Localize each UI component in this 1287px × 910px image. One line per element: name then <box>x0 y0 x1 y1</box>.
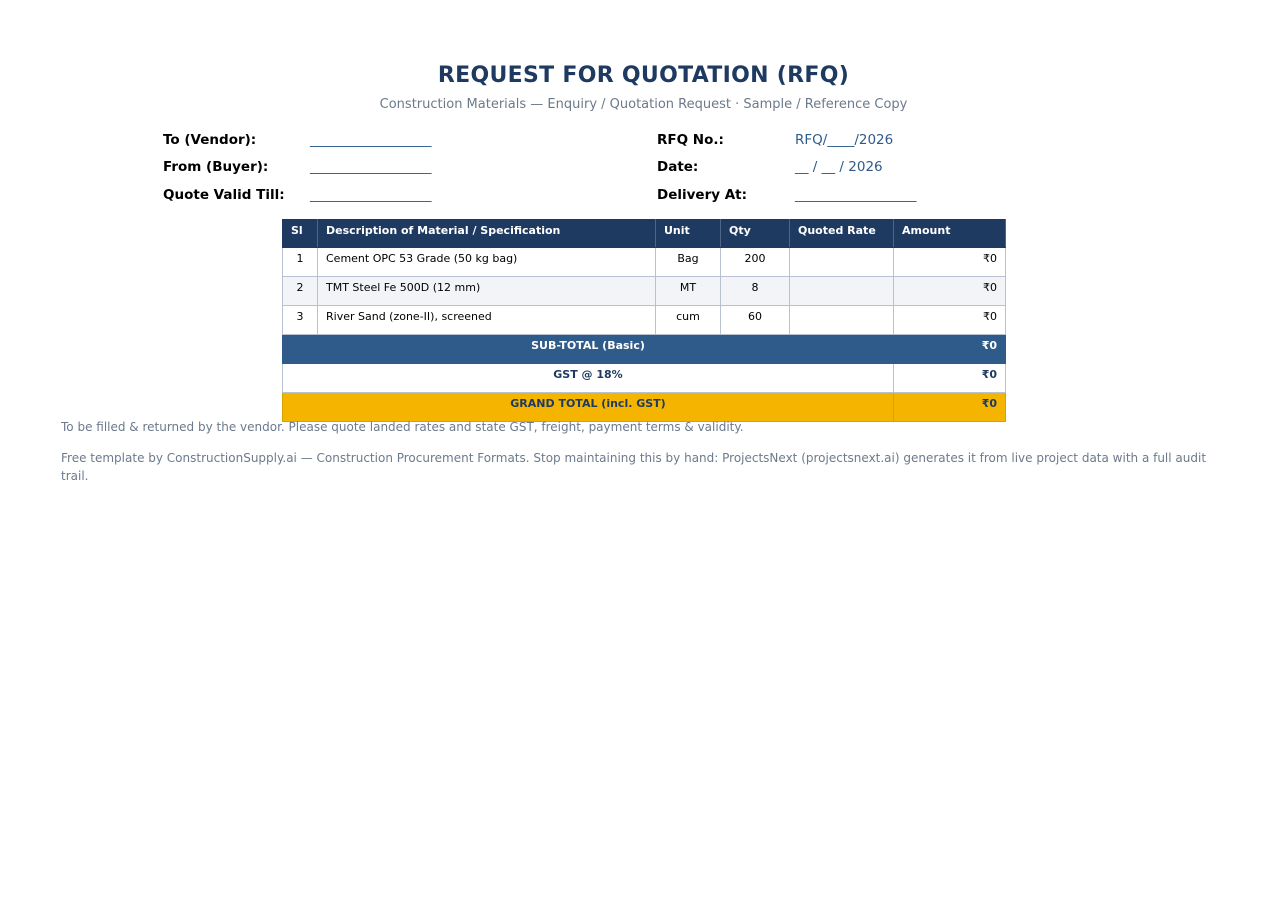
cell-qty: 8 <box>721 277 790 306</box>
footer-credit-note: Free template by ConstructionSupply.ai — Construction Procurement Formats. Stop maintaining this by hand: ProjectsNext (projectsnext.ai) generates it from live project data with a full audit trail. <box>61 451 1207 483</box>
rfq-no-label: RFQ No.: <box>657 132 724 148</box>
date-value[interactable]: __ / __ / 2026 <box>795 159 883 175</box>
vendor-value[interactable]: __________________ <box>310 132 432 148</box>
grand-total-label: GRAND TOTAL (incl. GST) <box>283 393 894 422</box>
buyer-value[interactable]: __________________ <box>310 159 432 175</box>
cell-unit: Bag <box>656 248 721 277</box>
col-header-quoted-rate: Quoted Rate <box>790 220 894 248</box>
cell-quoted-rate[interactable] <box>790 306 894 335</box>
subtotal-row <box>283 335 1006 364</box>
table-row <box>283 306 1006 335</box>
valid-till-label: Quote Valid Till: <box>163 187 285 203</box>
gst-amount: ₹0 <box>894 364 1006 393</box>
gst-row <box>283 364 1006 393</box>
col-header-unit: Unit <box>656 220 721 248</box>
vendor-label: To (Vendor): <box>163 132 257 148</box>
cell-quoted-rate[interactable] <box>790 277 894 306</box>
meta-right-block <box>657 131 1097 211</box>
vendor-instruction-note: To be filled & returned by the vendor. Please quote landed rates and state GST, freight, payment terms & validity. <box>61 420 744 434</box>
col-header-amount: Amount <box>894 220 1006 248</box>
gst-label: GST @ 18% <box>283 364 894 393</box>
valid-till-value[interactable]: __________________ <box>310 187 432 203</box>
delivery-value[interactable]: __________________ <box>795 187 917 203</box>
col-header-description: Description of Material / Specification <box>318 220 656 248</box>
date-label: Date: <box>657 159 699 175</box>
meta-left-block <box>163 131 603 211</box>
subtotal-amount: ₹0 <box>894 335 1006 364</box>
cell-sl: 2 <box>283 277 318 306</box>
table-row <box>283 277 1006 306</box>
cell-quoted-rate[interactable] <box>790 248 894 277</box>
cell-amount: ₹0 <box>894 306 1006 335</box>
cell-amount: ₹0 <box>894 277 1006 306</box>
col-header-qty: Qty <box>721 220 790 248</box>
cell-sl: 3 <box>283 306 318 335</box>
cell-unit: cum <box>656 306 721 335</box>
cell-description: Cement OPC 53 Grade (50 kg bag) <box>318 248 656 277</box>
cell-description: River Sand (zone-II), screened <box>318 306 656 335</box>
rfq-no-value[interactable]: RFQ/____/2026 <box>795 132 894 148</box>
col-header-sl: Sl <box>283 220 318 248</box>
buyer-label: From (Buyer): <box>163 159 269 175</box>
cell-qty: 60 <box>721 306 790 335</box>
document-title: REQUEST FOR QUOTATION (RFQ) <box>437 63 850 88</box>
cell-description: TMT Steel Fe 500D (12 mm) <box>318 277 656 306</box>
rfq-items-table <box>282 219 1006 422</box>
cell-sl: 1 <box>283 248 318 277</box>
cell-qty: 200 <box>721 248 790 277</box>
delivery-label: Delivery At: <box>657 187 748 203</box>
table-header-row <box>283 220 1006 248</box>
document-subtitle: Construction Materials — Enquiry / Quotation Request · Sample / Reference Copy <box>379 97 908 112</box>
cell-amount: ₹0 <box>894 248 1006 277</box>
cell-unit: MT <box>656 277 721 306</box>
table-row <box>283 248 1006 277</box>
subtotal-label: SUB-TOTAL (Basic) <box>283 335 894 364</box>
grand-total-amount: ₹0 <box>894 393 1006 422</box>
